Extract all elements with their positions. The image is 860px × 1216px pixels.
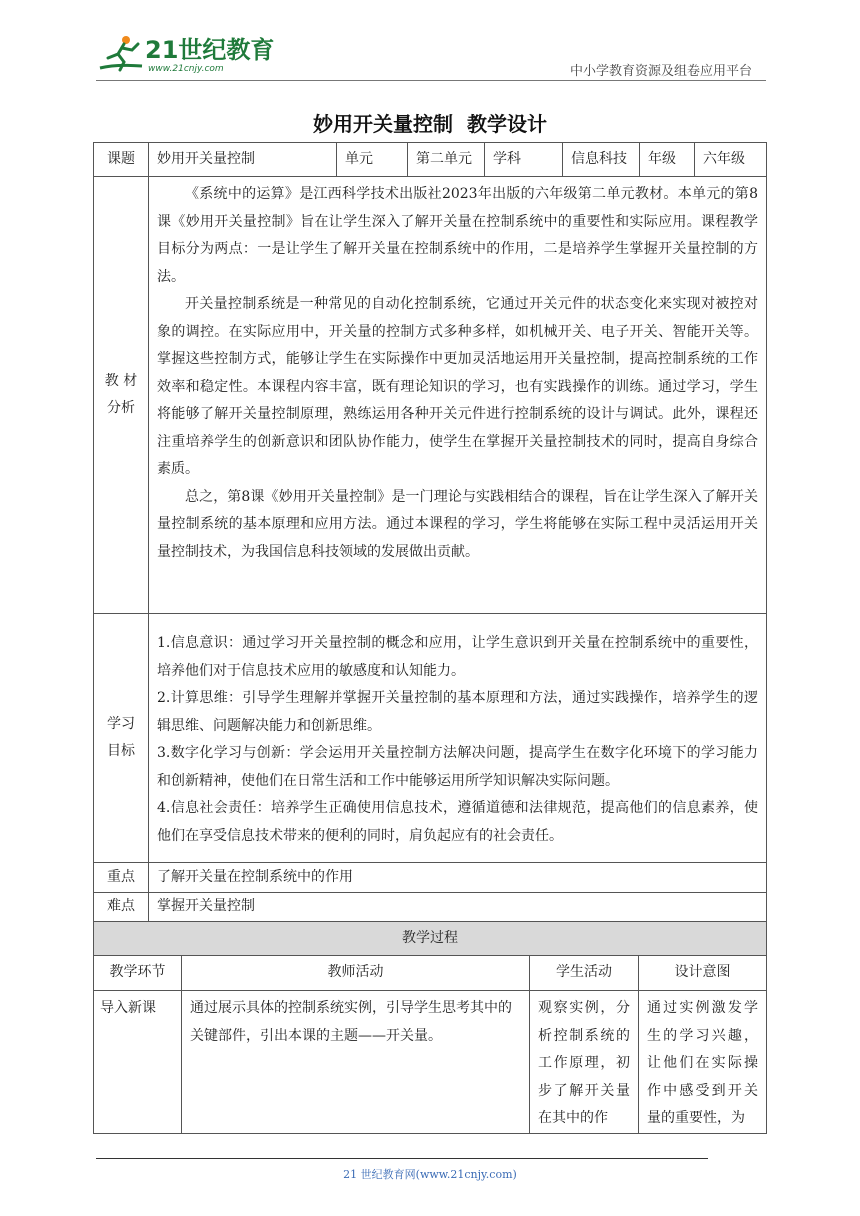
design-intent-cell: 通过实例激发学生的学习兴趣，让他们在实际操作中感受到开关量的重要性，为 [639, 991, 767, 1134]
analysis-paragraph: 《系统中的运算》是江西科学技术出版社2023年出版的六年级第二单元教材。本单元的第8课《妙用开关量控制》旨在让学生深入了解开关量在控制系统中的重要性和实际应用。课程教学目标分为两点：一是让学生了解开关量在控制系统中的作用，二是培养学生掌握开关量控制的方法。 [157, 186, 758, 285]
course-value: 妙用开关量控制 [149, 143, 337, 177]
logo-text: 21世纪教育 [145, 36, 275, 64]
course-label: 课题 [94, 143, 149, 177]
stage-cell: 导入新课 [94, 991, 182, 1134]
column-header: 教师活动 [182, 956, 530, 991]
analysis-content [149, 177, 767, 614]
process-title: 教学过程 [94, 922, 767, 956]
grade-label: 年级 [640, 143, 695, 177]
student-activity-cell: 观察实例，分析控制系统的工作原理，初步了解开关量在其中的作 [530, 991, 639, 1134]
logo-url: www.21cnjy.com [148, 64, 224, 74]
page-title: 妙用开关量控制 教学设计 [313, 112, 547, 136]
objective-item: 1.信息意识：通过学习开关量控制的概念和应用，让学生意识到开关量在控制系统中的重要性，培养他们对于信息技术应用的敏感度和认知能力。 [157, 635, 758, 679]
objectives-label [94, 614, 149, 863]
teaching-process-table [93, 921, 767, 1134]
process-title-row [94, 922, 767, 956]
objective-item: 4.信息社会责任：培养学生正确使用信息技术，遵循道德和法律规范，提高他们的信息素养，使他们在享受信息技术带来的便利的同时，肩负起应有的社会责任。 [157, 800, 758, 844]
analysis-paragraph: 开关量控制系统是一种常见的自动化控制系统，它通过开关元件的状态变化来实现对被控对象的调控。在实际应用中，开关量的控制方式多种多样，如机械开关、电子开关、智能开关等。掌握这些控制方式，能够让学生在实际操作中更加灵活地运用开关量控制，提高控制系统的工作效率和稳定性。本课程内容丰富，既有理论知识的学习，也有实践操作的训练。通过学习，学生将能够了解开关量控制原理，熟练运用各种开关元件进行控制系统的设计与调试。此外，课程还注重培养学生的创新意识和团队协作能力，使学生在掌握开关量控制技术的同时，提高自身综合素质。 [157, 296, 758, 477]
unit-value: 第二单元 [408, 143, 485, 177]
objective-item: 3.数字化学习与创新：学会运用开关量控制方法解决问题，提高学生在数字化环境下的学习能力和创新精神，使他们在日常生活和工作中能够运用所学知识解决实际问题。 [157, 745, 758, 789]
column-header: 学生活动 [530, 956, 639, 991]
objective-item: 2.计算思维：引导学生理解并掌握开关量控制的基本原理和方法，通过实践操作，培养学生的逻辑思维、问题解决能力和创新思维。 [157, 690, 758, 734]
process-header-row [94, 956, 767, 991]
teacher-activity-cell: 通过展示具体的控制系统实例，引导学生思考其中的关键部件，引出本课的主题——开关量。 [182, 991, 530, 1134]
objectives-label-line1: 学习 [107, 715, 135, 732]
objectives-label-line2: 目标 [107, 743, 135, 759]
subject-value: 信息科技 [563, 143, 640, 177]
runner-logo-icon [96, 34, 146, 74]
header-divider [96, 80, 766, 81]
footer-divider [96, 1158, 708, 1159]
difficulty-row [94, 893, 767, 922]
unit-label: 单元 [337, 143, 408, 177]
key-point-label: 重点 [94, 863, 149, 893]
page-header [0, 0, 860, 80]
lesson-info-table [93, 142, 767, 922]
platform-name: 中小学教育资源及组卷应用平台 [569, 64, 752, 79]
analysis-label-line2: 分析 [107, 400, 135, 416]
objectives-row [94, 614, 767, 863]
analysis-label-line1: 教 材 [104, 372, 138, 389]
info-row [94, 143, 767, 177]
difficulty-value: 掌握开关量控制 [149, 893, 767, 922]
footer-text: 21 世纪教育网(www.21cnjy.com) [343, 1168, 517, 1181]
analysis-paragraph: 总之，第8课《妙用开关量控制》是一门理论与实践相结合的课程，旨在让学生深入了解开关量控制系统的基本原理和应用方法。通过本课程的学习，学生将能够在实际工程中灵活运用开关量控制技术，为我国信息科技领域的发展做出贡献。 [157, 488, 758, 560]
column-header: 设计意图 [639, 956, 767, 991]
objectives-content [149, 614, 767, 863]
key-point-value: 了解开关量在控制系统中的作用 [149, 863, 767, 893]
analysis-label [94, 177, 149, 614]
subject-label: 学科 [485, 143, 563, 177]
table-row [94, 991, 767, 1134]
analysis-row [94, 177, 767, 614]
key-point-row [94, 863, 767, 893]
column-header: 教学环节 [94, 956, 182, 991]
grade-value: 六年级 [695, 143, 767, 177]
difficulty-label: 难点 [94, 893, 149, 922]
